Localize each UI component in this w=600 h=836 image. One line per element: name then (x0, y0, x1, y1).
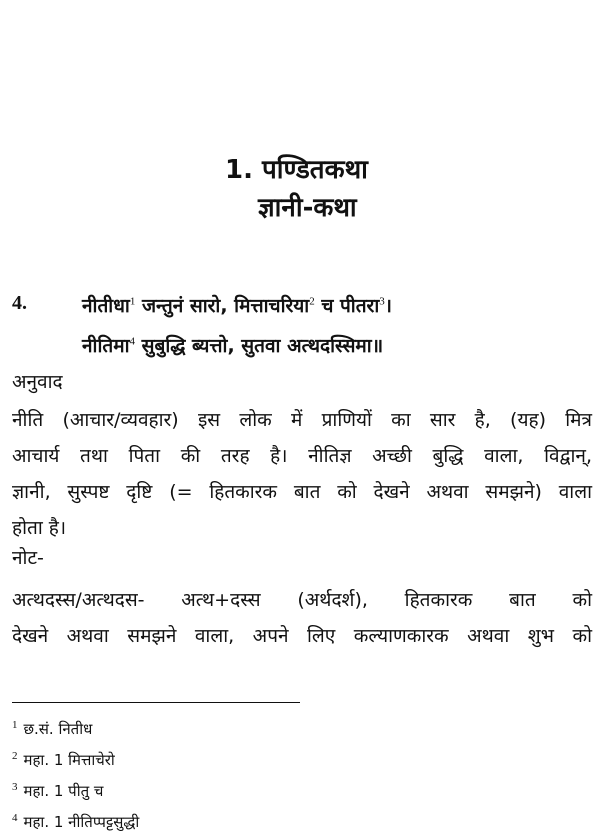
note-paragraph (12, 582, 592, 654)
verse-text: जन्तुनं सारो, मित्ताचरिया (135, 295, 310, 317)
translation-line: आचार्य तथा पिता की तरह है। नीतिज्ञ अच्छी बुद्धि वाला, विद्वान्, (12, 445, 592, 467)
footnote-item (12, 805, 412, 836)
note-line: देखने अथवा समझने वाला, अपने लिए कल्याणकारक अथवा शुभ को (12, 625, 592, 647)
footnote-ref[interactable]: 1 (129, 295, 136, 308)
verse-text: च पीतरा (314, 295, 380, 317)
verse-text: नीतिमा (82, 335, 130, 357)
footnote-number: 1 (12, 719, 18, 731)
translation-line: नीति (आचार/व्यवहार) इस लोक में प्राणियों का सार है, (यह) मित्र (12, 409, 592, 431)
footnote-text: छ.सं. नितीध (23, 720, 93, 738)
note-line: अत्थदस्स/अत्थदस- अत्थ+दस्स (अर्थदर्श), हितकारक बात को (12, 589, 592, 611)
verse-text: सुबुद्धि ब्यत्तो, सुतवा अत्थदस्सिमा॥ (135, 335, 384, 357)
note-heading: नोट- (12, 547, 44, 569)
footnote-ref[interactable]: 2 (309, 295, 315, 308)
footnote-text: महा. 1 पीतु च (23, 782, 104, 800)
footnote-ref[interactable]: 3 (379, 295, 385, 308)
translation-heading: अनुवाद (12, 371, 63, 393)
footnote-item (12, 743, 412, 774)
chapter-subtitle: ज्ञानी-कथा (258, 193, 357, 223)
footnotes (12, 712, 412, 836)
translation-line: ज्ञानी, सुस्पष्ट दृष्टि (= हितकारक बात को देखने अथवा समझने) वाला (12, 481, 592, 503)
verse-line-1 (82, 292, 392, 318)
verse-text: नीतीधा (82, 295, 130, 317)
footnote-item (12, 774, 412, 805)
translation-paragraph (12, 402, 592, 546)
footnote-ref[interactable]: 4 (129, 335, 136, 348)
chapter-title: 1. पण्डितकथा (225, 155, 368, 185)
footnote-number: 3 (12, 781, 18, 793)
verse-line-2 (82, 332, 383, 358)
footnote-number: 2 (12, 750, 18, 762)
verse-text: । (384, 295, 392, 317)
verse-number: 4. (12, 292, 27, 314)
footnote-divider (12, 702, 300, 703)
translation-line: होता है। (12, 517, 67, 539)
footnote-number: 4 (12, 812, 18, 824)
footnote-item (12, 712, 412, 743)
footnote-text: महा. 1 मित्ताचेरो (23, 751, 115, 769)
footnote-text: महा. 1 नीतिप्पट्टसुद्धी (23, 813, 140, 831)
